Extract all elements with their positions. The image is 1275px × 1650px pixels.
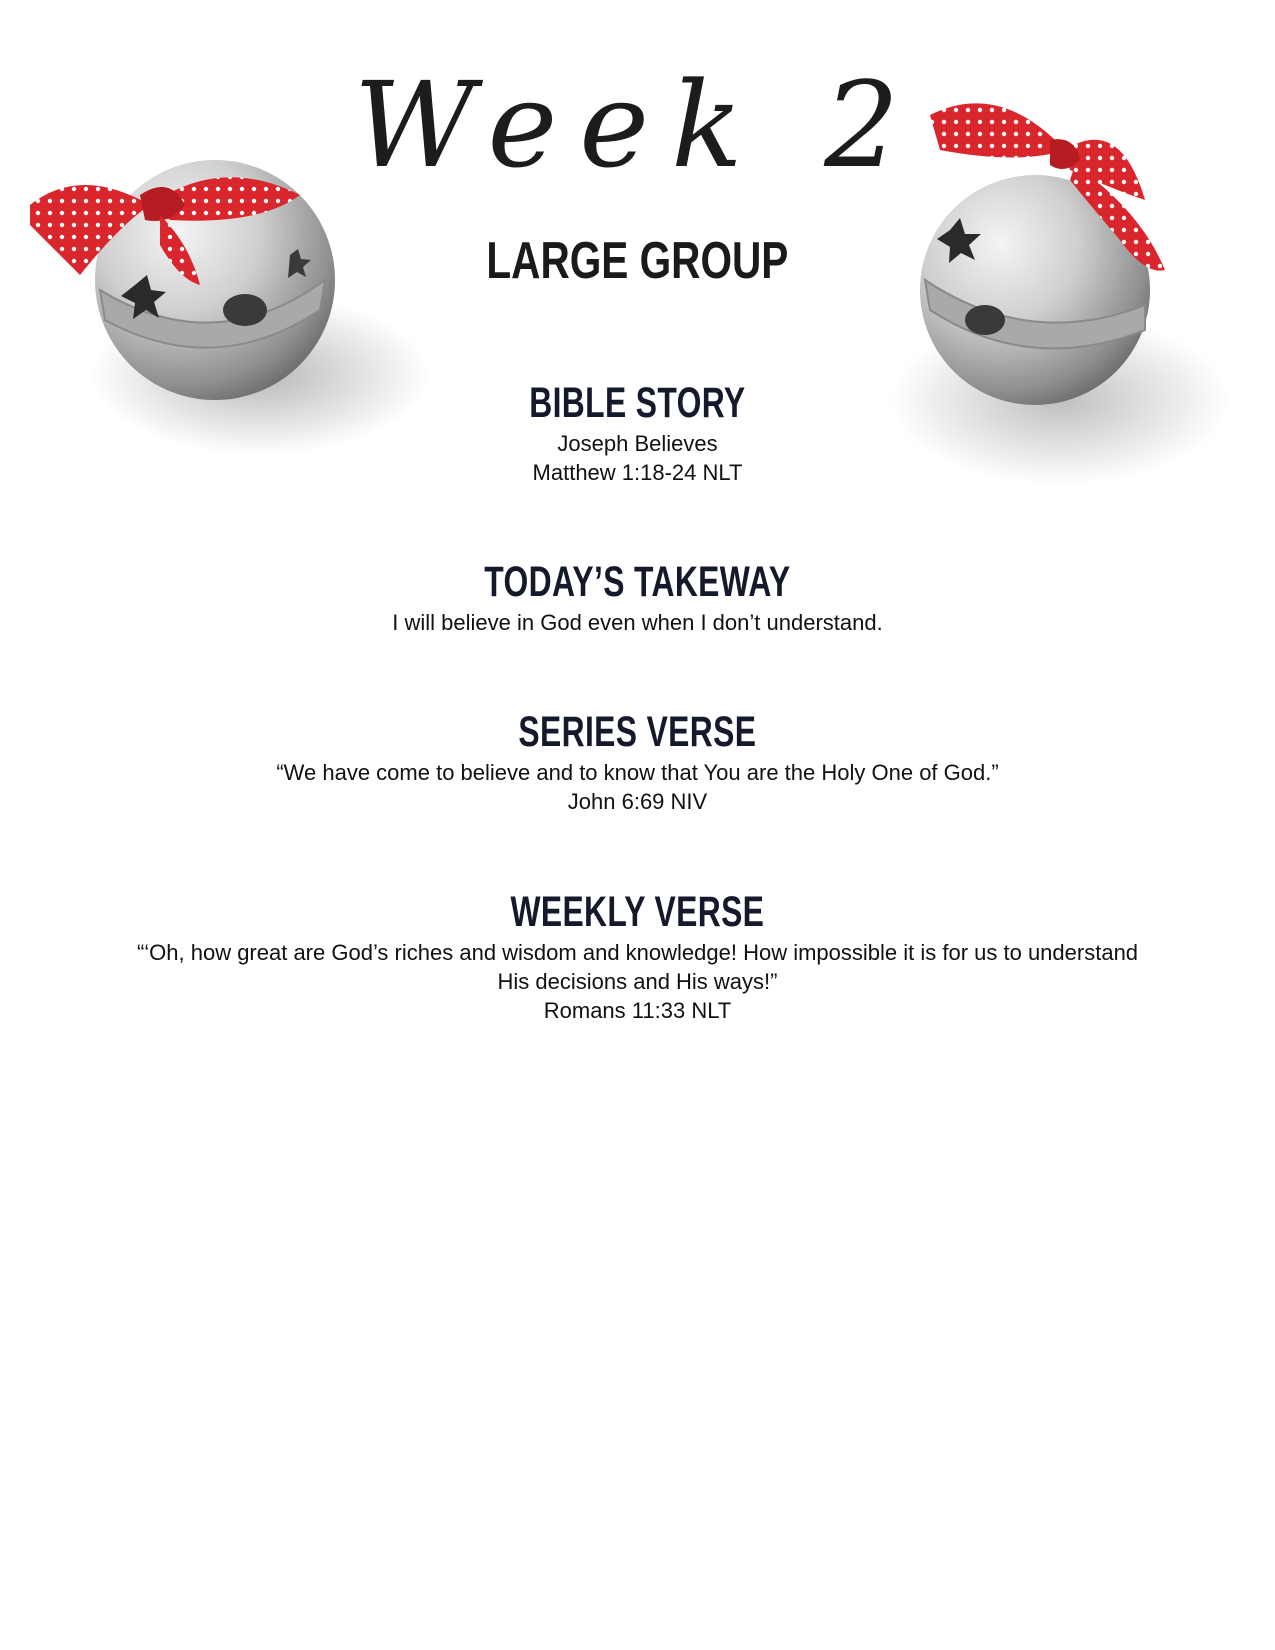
bible-story-section	[0, 379, 1275, 487]
weekly-verse-reference: Romans 11:33 NLT	[543, 998, 732, 1023]
page-subtitle: LARGE GROUP	[486, 232, 789, 290]
takeaway-heading: TODAY’S TAKEWAY	[484, 558, 791, 606]
weekly-verse-section	[0, 888, 1275, 1025]
series-verse-section	[0, 708, 1275, 816]
series-verse-reference: John 6:69 NIV	[567, 789, 708, 814]
week-title: Week 2	[353, 56, 922, 194]
weekly-verse-quote: “‘Oh, how great are God’s riches and wisdom and knowledge! How impossible it is for us to understand His decisions and His ways!”	[136, 940, 1139, 994]
series-verse-quote: “We have come to believe and to know that You are the Holy One of God.”	[276, 760, 999, 785]
bible-story-title: Joseph Believes	[557, 431, 718, 456]
bible-story-heading: BIBLE STORY	[529, 379, 746, 427]
takeaway-text: I will believe in God even when I don’t understand.	[392, 610, 883, 635]
weekly-verse-heading: WEEKLY VERSE	[510, 888, 765, 936]
series-verse-heading: SERIES VERSE	[518, 708, 757, 756]
takeaway-section	[0, 558, 1275, 637]
bible-story-reference: Matthew 1:18-24 NLT	[532, 460, 743, 485]
